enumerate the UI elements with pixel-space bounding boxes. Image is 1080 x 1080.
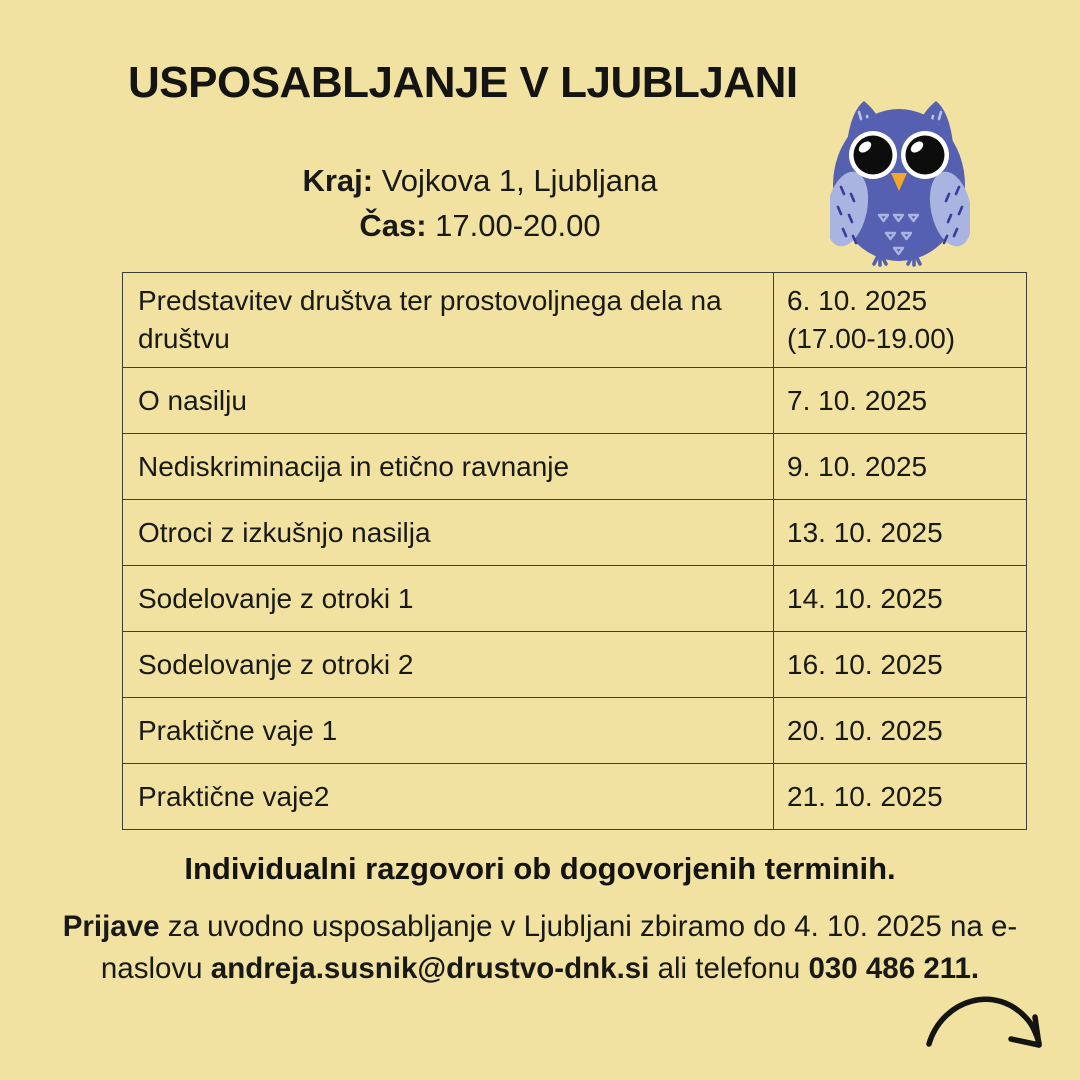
date-cell — [774, 632, 1026, 697]
table-row — [123, 631, 1026, 697]
signup-text: za uvodno usposabljanje v Ljubljani zbiramo do 4. 10. 2025 na e-naslovu — [100, 910, 1018, 985]
topic-cell: Praktične vaje2 — [123, 764, 774, 829]
topic-cell: O nasilju — [123, 368, 774, 433]
date-cell — [774, 500, 1026, 565]
topic-cell: Otroci z izkušnjo nasilja — [123, 500, 774, 565]
date-value: 20. 10. 2025 — [787, 714, 943, 746]
table-row — [123, 697, 1026, 763]
time-line — [0, 203, 960, 248]
individual-meetings-note: Individualni razgovori ob dogovorjenih terminih. — [184, 851, 896, 886]
table-row — [123, 273, 1026, 367]
table-row — [123, 763, 1026, 829]
date-cell — [774, 434, 1026, 499]
topic-cell: Nediskriminacija in etično ravnanje — [123, 434, 774, 499]
time-value: 17.00-20.00 — [426, 208, 601, 243]
topic-cell: Sodelovanje z otroki 2 — [123, 632, 774, 697]
location-value: Vojkova 1, Ljubljana — [373, 163, 658, 198]
owl-mascot-icon — [830, 97, 970, 269]
date-value: 6. 10. 2025 — [787, 285, 928, 316]
location-label: Kraj: — [302, 163, 374, 198]
table-row — [123, 367, 1026, 433]
topic-cell: Predstavitev društva ter prostovoljnega dela na društvu — [123, 273, 774, 367]
contact-phone: 030 486 211. — [808, 952, 980, 985]
date-cell — [774, 368, 1026, 433]
date-value: 13. 10. 2025 — [787, 516, 943, 548]
topic-cell: Praktične vaje 1 — [123, 698, 774, 763]
date-cell — [774, 566, 1026, 631]
time-note: (17.00-19.00) — [787, 323, 956, 354]
signup-text-2: ali telefonu — [649, 952, 809, 985]
table-row — [123, 433, 1026, 499]
schedule-table — [122, 272, 1027, 830]
table-row — [123, 565, 1026, 631]
signup-label: Prijave — [62, 910, 160, 943]
table-row — [123, 499, 1026, 565]
date-value: 16. 10. 2025 — [787, 648, 943, 680]
event-info — [0, 158, 960, 248]
time-label: Čas: — [359, 208, 427, 243]
curved-arrow-icon — [922, 986, 1054, 1074]
signup-instructions — [60, 906, 1020, 990]
date-cell — [774, 273, 1026, 367]
date-value: 9. 10. 2025 — [787, 450, 928, 482]
date-value: 14. 10. 2025 — [787, 582, 943, 614]
date-cell — [774, 764, 1026, 829]
date-cell — [774, 698, 1026, 763]
date-value: 21. 10. 2025 — [787, 780, 943, 812]
page-title: USPOSABLJANJE V LJUBLJANI — [128, 58, 798, 107]
topic-cell: Sodelovanje z otroki 1 — [123, 566, 774, 631]
date-value: 7. 10. 2025 — [787, 384, 928, 416]
contact-email: andreja.susnik@drustvo-dnk.si — [210, 952, 650, 985]
location-line — [0, 158, 960, 203]
